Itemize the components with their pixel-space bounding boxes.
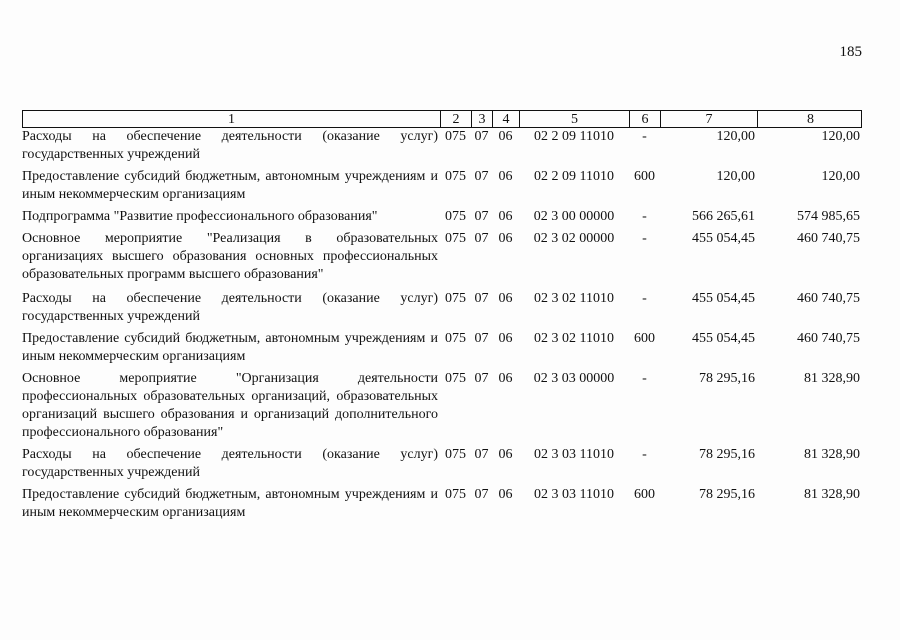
- row-section: 07: [474, 487, 489, 502]
- row-subsection: 06: [498, 209, 513, 224]
- table-row: [22, 230, 862, 284]
- row-subsection: 06: [498, 129, 513, 144]
- row-subsection: 06: [498, 169, 513, 184]
- header-col-5: 5: [520, 111, 630, 128]
- row-subsection: 06: [498, 371, 513, 386]
- header-col-1: 1: [23, 111, 441, 128]
- row-subsection: 06: [498, 331, 513, 346]
- row-amount-2: 120,00: [821, 169, 860, 184]
- row-code-ministry: 075: [445, 487, 466, 502]
- row-target-article: 02 3 00 00000: [533, 209, 615, 224]
- row-name: Основное мероприятие "Организация деятельности профессиональных образовательных организаций, образовательных организаций высшего образования и организаций дополнительного профессионального образования": [22, 371, 438, 440]
- row-code-ministry: 075: [445, 331, 466, 346]
- row-expense-type: -: [642, 291, 647, 306]
- header-col-8: 8: [807, 112, 814, 127]
- row-amount-2: 460 740,75: [797, 331, 860, 346]
- row-expense-type: -: [642, 231, 647, 246]
- header-col-3: 3: [472, 111, 493, 128]
- row-amount-1: 78 295,16: [699, 487, 755, 502]
- row-target-article: 02 2 09 11010: [534, 169, 614, 184]
- row-subsection: 06: [498, 487, 513, 502]
- row-amount-2: 81 328,90: [804, 487, 860, 502]
- table-row: [22, 330, 862, 366]
- row-amount-1: 120,00: [716, 169, 755, 184]
- row-amount-1: 566 265,61: [692, 209, 755, 224]
- row-subsection: 06: [498, 447, 513, 462]
- row-section: 07: [474, 129, 489, 144]
- row-expense-type: -: [642, 129, 647, 144]
- row-code-ministry: 075: [445, 291, 466, 306]
- row-amount-1: 455 054,45: [692, 231, 755, 246]
- row-amount-1: 120,00: [716, 129, 755, 144]
- row-name: Расходы на обеспечение деятельности (оказание услуг) государственных учреждений: [22, 291, 438, 324]
- row-amount-2: 120,00: [821, 129, 860, 144]
- row-section: 07: [474, 169, 489, 184]
- row-amount-2: 460 740,75: [797, 291, 860, 306]
- row-target-article: 02 3 03 11010: [534, 447, 614, 462]
- row-expense-type: -: [642, 209, 647, 224]
- header-col-2: 2: [441, 111, 472, 128]
- row-name: Предоставление субсидий бюджетным, автономным учреждениям и иным некоммерческим организациям: [22, 169, 438, 202]
- table-body: [22, 128, 862, 522]
- row-name: Расходы на обеспечение деятельности (оказание услуг) государственных учреждений: [22, 447, 438, 480]
- row-section: 07: [474, 331, 489, 346]
- row-expense-type: -: [642, 447, 647, 462]
- table-header: [22, 110, 862, 128]
- table-row: [22, 486, 862, 522]
- table-row: [22, 370, 862, 442]
- row-section: 07: [474, 209, 489, 224]
- row-name: Подпрограмма "Развитие профессионального образования": [22, 209, 378, 224]
- row-expense-type: 600: [634, 169, 655, 184]
- row-amount-2: 81 328,90: [804, 447, 860, 462]
- row-expense-type: -: [642, 371, 647, 386]
- table-row: [22, 446, 862, 482]
- row-code-ministry: 075: [445, 209, 466, 224]
- row-section: 07: [474, 291, 489, 306]
- row-section: 07: [474, 231, 489, 246]
- row-code-ministry: 075: [445, 447, 466, 462]
- row-expense-type: 600: [634, 487, 655, 502]
- row-target-article: 02 3 03 00000: [533, 371, 615, 386]
- row-amount-2: 81 328,90: [804, 371, 860, 386]
- row-name: Предоставление субсидий бюджетным, автономным учреждениям и иным некоммерческим организациям: [22, 331, 438, 364]
- row-subsection: 06: [498, 231, 513, 246]
- row-amount-1: 455 054,45: [692, 331, 755, 346]
- row-amount-1: 78 295,16: [699, 371, 755, 386]
- row-section: 07: [474, 447, 489, 462]
- row-name: Основное мероприятие "Реализация в образовательных организациях высшего образования основных профессиональных образовательных программ высшего образования": [22, 231, 438, 282]
- row-target-article: 02 3 02 00000: [533, 231, 615, 246]
- table-row: [22, 168, 862, 204]
- row-name: Предоставление субсидий бюджетным, автономным учреждениям и иным некоммерческим организациям: [22, 487, 438, 520]
- header-col-4: 4: [493, 111, 520, 128]
- row-amount-1: 78 295,16: [699, 447, 755, 462]
- row-target-article: 02 3 02 11010: [534, 291, 614, 306]
- row-target-article: 02 3 03 11010: [534, 487, 614, 502]
- row-subsection: 06: [498, 291, 513, 306]
- row-name: Расходы на обеспечение деятельности (оказание услуг) государственных учреждений: [22, 129, 438, 162]
- header-col-7: 7: [661, 111, 758, 128]
- row-amount-2: 574 985,65: [797, 209, 860, 224]
- row-target-article: 02 2 09 11010: [534, 129, 614, 144]
- row-code-ministry: 075: [445, 231, 466, 246]
- row-code-ministry: 075: [445, 129, 466, 144]
- table-row: [22, 208, 862, 226]
- row-amount-2: 460 740,75: [797, 231, 860, 246]
- table-row: [22, 128, 862, 164]
- row-code-ministry: 075: [445, 371, 466, 386]
- row-section: 07: [474, 371, 489, 386]
- page-number: 185: [839, 44, 862, 60]
- row-code-ministry: 075: [445, 169, 466, 184]
- row-expense-type: 600: [634, 331, 655, 346]
- row-amount-1: 455 054,45: [692, 291, 755, 306]
- row-target-article: 02 3 02 11010: [534, 331, 614, 346]
- table-row: [22, 290, 862, 326]
- header-col-6: 6: [630, 111, 661, 128]
